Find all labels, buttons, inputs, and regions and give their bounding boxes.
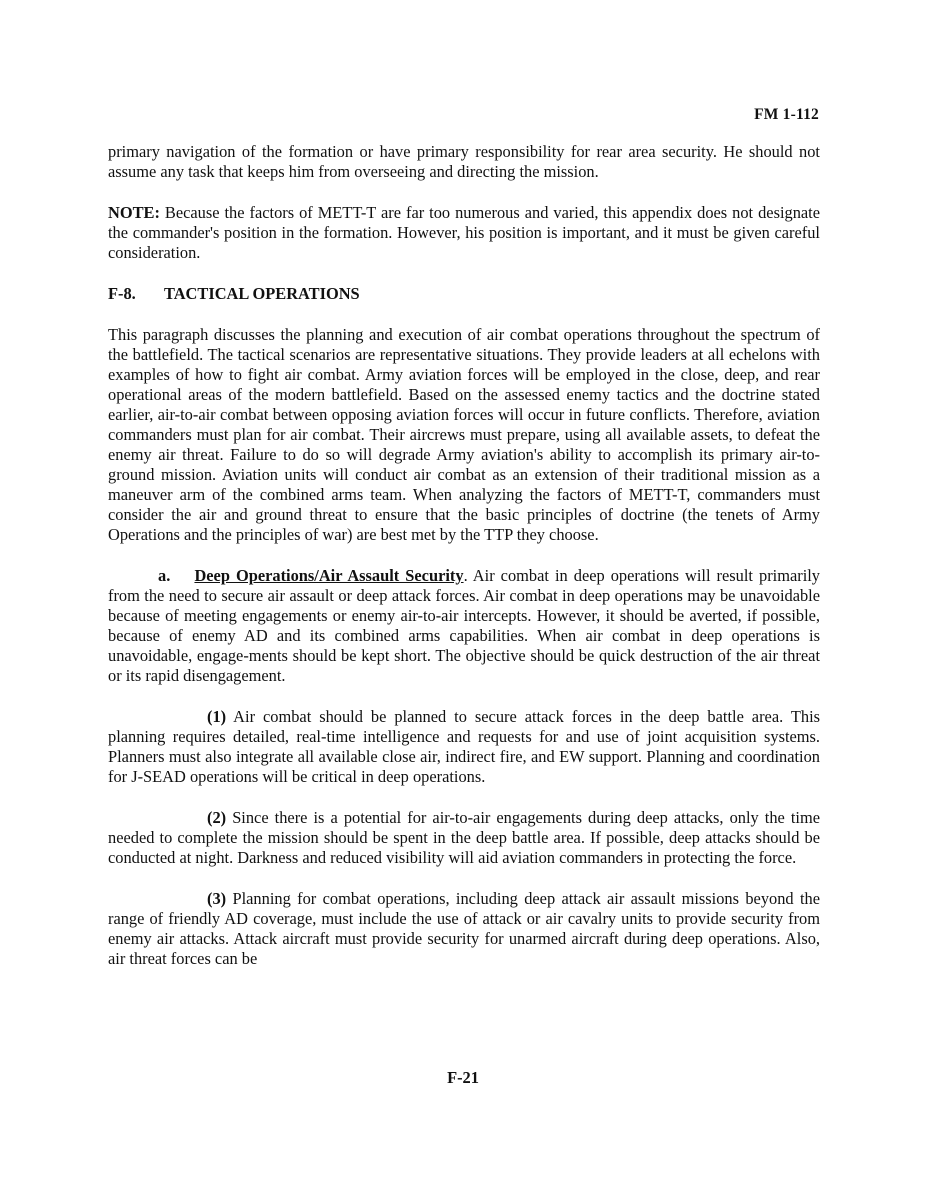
section-body: This paragraph discusses the planning and execution of air combat operations throughout the spectrum of the battlefield. The tactical scenarios are representative situations. They provide leaders at all echelons with examples of how to fight air combat. Army aviation forces will be employed in the close, deep, and rear operational areas of the modern battlefield. Based on the assessed enemy tactics and the doctrine stated earlier, air-to-air combat between opposing aviation forces will occur in future conflicts. Therefore, aviation commanders must plan for air combat. Their aircrews must prepare, using all available assets, to defeat the enemy air threat. Failure to do so will degrade Army aviation's ability to accomplish its primary air-to-ground mission. Aviation units will conduct air combat as an extension of their traditional mission as a maneuver arm of the combined arms team. When analyzing the factors of METT-T, commanders must consider the air and ground threat to ensure that the basic principles of doctrine (the tenets of Army Operations and the principles of war) are best met by the TTP they choose. xyxy=(108,325,820,544)
section-number: F-8. xyxy=(108,284,136,303)
subsection-a-marker: a. xyxy=(158,566,171,585)
subsection-a-label: Deep Operations/Air Assault Security xyxy=(194,566,464,585)
intro-paragraph: primary navigation of the formation or have primary responsibility for rear area security. He should not assume any task that keeps him from overseeing and directing the mission. xyxy=(108,142,820,181)
note-paragraph xyxy=(108,203,820,263)
item-paragraph-2 xyxy=(108,808,820,868)
subsection-a-text: Air combat in deep operations will result primarily from the need to secure air assault or deep attack forces. Air combat in deep operations may be unavoidable because of meeting engagements or enemy air-to-air intercepts. However, it should be averted, if possible, because of enemy AD and its combined arms capabilities. When air combat in deep operations is unavoidable, engage-ments should be kept short. The objective should be quick destruction of the air threat or its rapid disengagement. xyxy=(108,566,821,685)
note-label: NOTE: xyxy=(108,203,160,222)
section-heading xyxy=(108,284,820,304)
page-content xyxy=(108,142,820,969)
subsection-a-paragraph xyxy=(108,566,820,686)
note-text: Because the factors of METT-T are far too numerous and varied, this appendix does not designate the commander's position in the formation. However, his position is important, and it must be given careful consideration. xyxy=(108,203,820,262)
subsection-a-label-suffix: . xyxy=(463,566,468,585)
document-code: FM 1-112 xyxy=(754,106,819,123)
item-text-2: Since there is a potential for air-to-air engagements during deep attacks, only the time needed to complete the mission should be spent in the deep battle area. If possible, deep attacks should be conducted at night. Darkness and reduced visibility will aid aviation commanders in protecting the force. xyxy=(108,808,820,867)
item-text-3: Planning for combat operations, including deep attack air assault missions beyond the range of friendly AD coverage, must include the use of attack or air cavalry units to provide security from enemy air attacks. Attack aircraft must provide security for unarmed aircraft during deep operations. Also, air threat forces can be xyxy=(108,889,820,968)
page-number: F-21 xyxy=(447,1068,479,1087)
item-paragraph-1 xyxy=(108,707,820,787)
item-text-1: Air combat should be planned to secure attack forces in the deep battle area. This planning requires detailed, real-time intelligence and requests for and use of joint acquisition systems. Planners must also integrate all available close air, indirect fire, and EW support. Planning and coordination for J-SEAD operations will be critical in deep operations. xyxy=(108,707,820,786)
section-title: TACTICAL OPERATIONS xyxy=(164,284,360,303)
item-marker-1: (1) xyxy=(207,707,227,726)
item-paragraph-3 xyxy=(108,889,820,969)
item-marker-3: (3) xyxy=(207,889,227,908)
item-marker-2: (2) xyxy=(207,808,227,827)
